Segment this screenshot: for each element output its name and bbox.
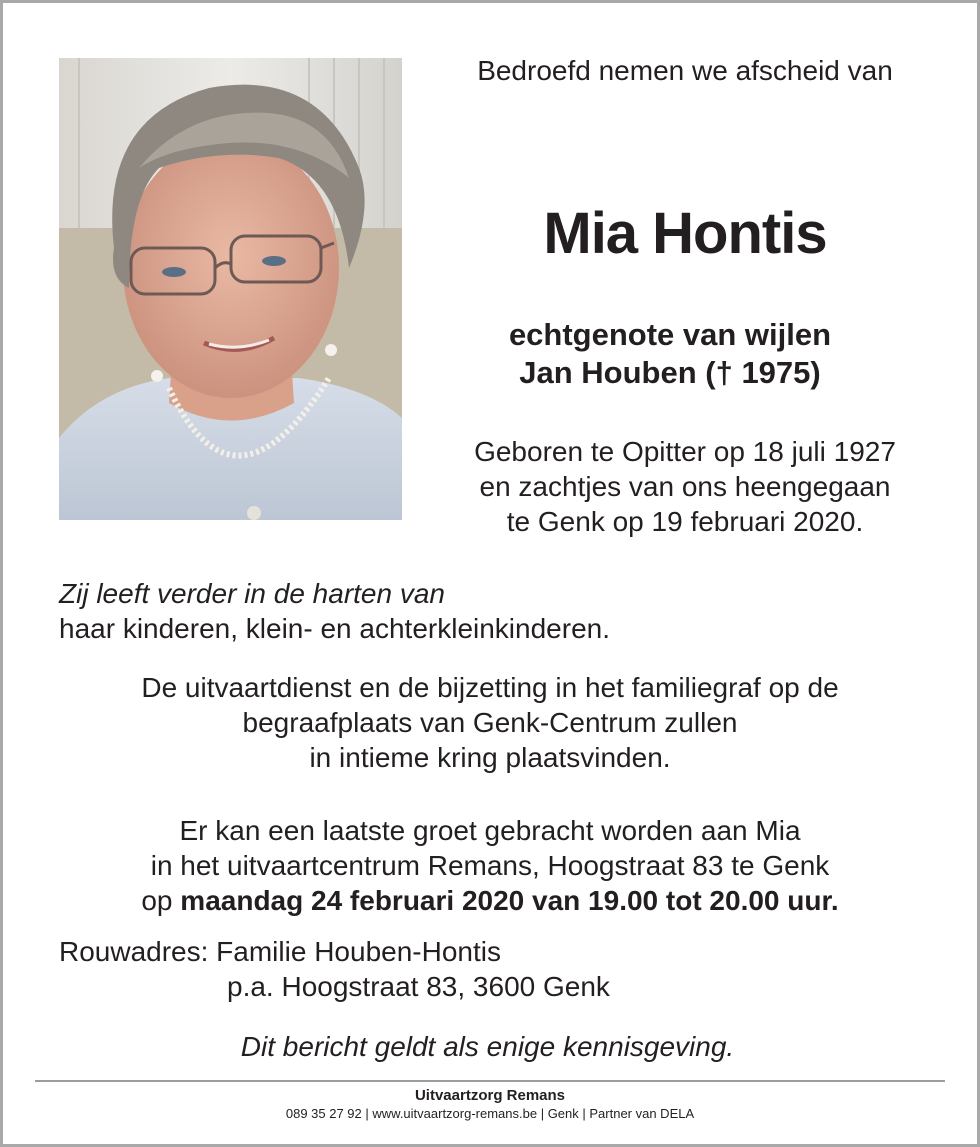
greeting-line-2: in het uitvaartcentrum Remans, Hoogstraat 83 te Genk [150, 850, 830, 881]
notice-text: Dit bericht geldt als enige kennisgeving. [240, 1031, 735, 1062]
birth-death-info [405, 434, 965, 539]
address-line-2: p.a. Hoogstraat 83, 3600 Genk [227, 971, 610, 1002]
greeting-line-3 [0, 883, 980, 918]
dates-line-3: te Genk op 19 februari 2020. [506, 506, 864, 537]
funeral-home-name: Uitvaartzorg Remans [414, 1087, 566, 1104]
survivors-line-1: Zij leeft verder in de harten van [59, 578, 445, 609]
greeting-prefix: op [141, 885, 173, 916]
footer-divider [35, 1080, 945, 1082]
service-line-1: De uitvaartdienst en de bijzetting in het familiegraf op de [141, 672, 839, 703]
service-info [0, 670, 980, 775]
intro-text: Bedroefd nemen we afscheid van [477, 55, 893, 86]
service-line-2: begraafplaats van Genk-Centrum zullen [242, 707, 738, 738]
spouse-info [405, 316, 935, 392]
survivors-text [59, 576, 610, 646]
mourning-address [59, 934, 610, 1004]
service-line-3: in intieme kring plaatsvinden. [309, 742, 671, 773]
dates-line-1: Geboren te Opitter op 18 juli 1927 [474, 436, 896, 467]
deceased-name: Mia Hontis [543, 201, 827, 266]
greeting-line-1: Er kan een laatste groet gebracht worden aan Mia [179, 815, 801, 846]
survivors-line-2: haar kinderen, klein- en achterkleinkinderen. [59, 613, 610, 644]
address-line-1: Rouwadres: Familie Houben-Hontis [59, 936, 501, 967]
portrait-photo [59, 58, 402, 520]
dates-line-2: en zachtjes van ons heengegaan [479, 471, 891, 502]
spouse-line-1: echtgenote van wijlen [508, 317, 832, 352]
spouse-line-2: Jan Houben († 1975) [519, 355, 821, 390]
funeral-home-contact: 089 35 27 92 | www.uitvaartzorg-remans.be | Genk | Partner van DELA [285, 1106, 695, 1121]
farewell-info [0, 813, 980, 918]
greeting-datetime: maandag 24 februari 2020 van 19.00 tot 20.00 uur. [180, 885, 839, 916]
